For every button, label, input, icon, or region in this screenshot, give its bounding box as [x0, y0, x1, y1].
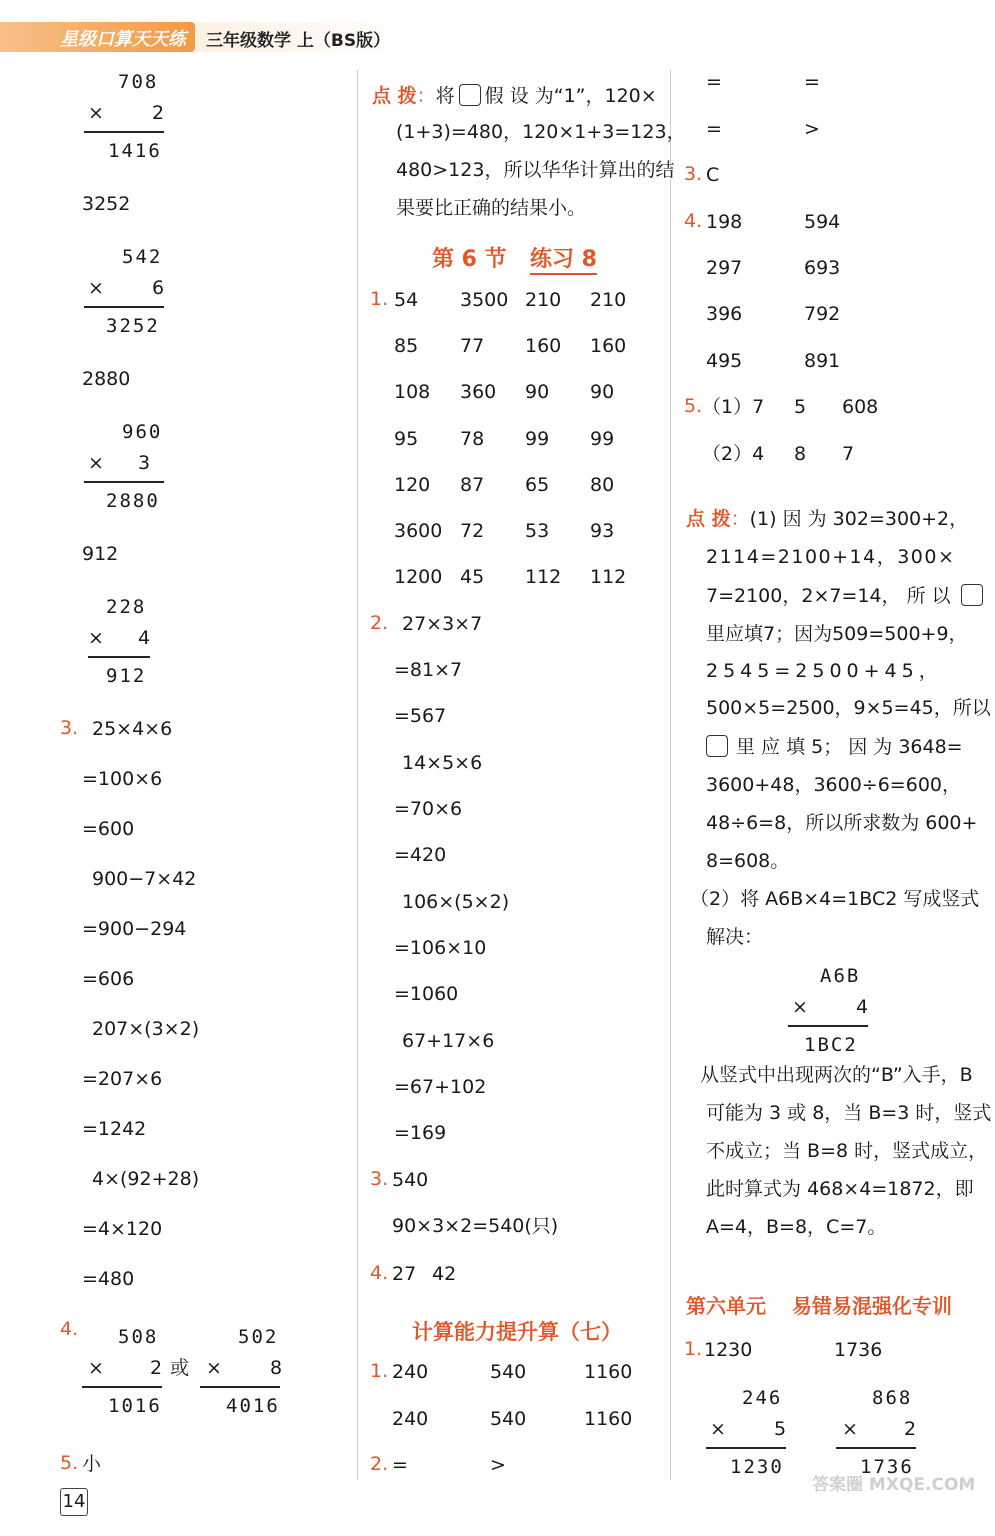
c3-q4-r0c0: 198 — [706, 211, 743, 233]
c3-tip-l13: 从竖式中出现两次的“B”入手，B — [700, 1064, 973, 1086]
c3-tip-l8: 3600+48，3600÷6=600， — [706, 774, 961, 796]
v2-mul: × — [88, 277, 104, 299]
c2-q3a: 540 — [392, 1169, 429, 1191]
c3-q3-num: 3. — [684, 163, 703, 185]
c2-q2-6: 106×(5×2) — [402, 891, 510, 913]
column-divider-2 — [670, 70, 671, 1480]
c3-tip-l3-row — [706, 584, 983, 608]
c2-c2-1: > — [490, 1454, 506, 1476]
c3-u1-0: 1230 — [704, 1339, 753, 1361]
c2-q1-r4c3: 80 — [590, 474, 615, 496]
c2-q1-r1c0: 85 — [394, 335, 419, 357]
c3-q5-r0c0: （1）7 — [702, 396, 765, 418]
blank-box-3 — [706, 735, 728, 757]
c2-q1-r4c1: 87 — [460, 474, 485, 496]
c1-q3-5: =606 — [82, 968, 135, 990]
v2-by: 6 — [152, 277, 165, 299]
header-subtitle: 三年级数学 上（BS版） — [206, 31, 391, 51]
c1-q3-6: 207×(3×2) — [92, 1018, 200, 1040]
c2-c1-num: 1. — [370, 1360, 389, 1382]
c1-q3-3: 900−7×42 — [92, 868, 197, 890]
c3-q5-num: 5. — [684, 395, 703, 417]
c3-tip-l7: 里 应 填 5； 因 为 3648= — [736, 736, 963, 758]
c1-q5-num: 5. — [60, 1452, 79, 1474]
c2-q2-5: =420 — [394, 844, 447, 866]
c3-tip-l3: 7=2100，2×7=14， 所 以 — [706, 585, 951, 607]
c3-q5-r1c0: （2）4 — [702, 443, 765, 465]
c2-q1-r3c0: 95 — [394, 428, 419, 450]
c2-q1-r6c2: 112 — [525, 566, 562, 588]
c3-q4-r1c0: 297 — [706, 257, 743, 279]
c2-q1-r2c2: 90 — [525, 381, 550, 403]
c3-tip-l17: A=4，B=8，C=7。 — [706, 1216, 887, 1238]
q4a-by: 2 — [150, 1357, 163, 1379]
c3-q5-r0c2: 608 — [842, 396, 879, 418]
c2-q2-7: =106×10 — [394, 937, 487, 959]
c2-q1-r3c3: 99 — [590, 428, 615, 450]
c3-q5-r1c2: 7 — [842, 443, 855, 465]
c1-a2: 2880 — [82, 368, 131, 390]
c2-q2-10: =67+102 — [394, 1076, 487, 1098]
c3-q4-r2c1: 792 — [804, 303, 841, 325]
c3-q5-r1c1: 8 — [794, 443, 807, 465]
c3-v-by: 4 — [856, 996, 869, 1018]
c2-tip-colon: ： — [416, 85, 436, 107]
c2-q2-11: =169 — [394, 1122, 447, 1144]
c3-top-r1c1: > — [804, 118, 820, 140]
c3-v-result: 1BC2 — [804, 1034, 858, 1056]
unit-title: 第六单元 — [686, 1294, 766, 1318]
c1-q3-0: 25×4×6 — [92, 718, 173, 740]
q4a-top: 508 — [118, 1326, 159, 1348]
c2-q1-r1c2: 160 — [525, 335, 562, 357]
c2-q1-r1c1: 77 — [460, 335, 485, 357]
uv2-by: 2 — [904, 1418, 917, 1440]
c2-tip-l1 — [372, 84, 657, 108]
q4-or: 或 — [170, 1357, 190, 1379]
c2-q1-r0c2: 210 — [525, 289, 562, 311]
v1-top: 708 — [118, 71, 159, 93]
c3-tip-l6: 500×5=2500，9×5=45，所以 — [706, 697, 991, 719]
c2-c2-0: = — [392, 1454, 408, 1476]
c1-q3-8: =1242 — [82, 1118, 147, 1140]
c1-a3: 912 — [82, 543, 119, 565]
v4-line — [88, 656, 150, 658]
c2-q1-r4c0: 120 — [394, 474, 431, 496]
c2-tip-label: 点 拨 — [372, 85, 417, 107]
header-brand: 星级口算天天练 — [60, 29, 186, 50]
c3-tip-label: 点 拨 — [686, 508, 731, 530]
c3-q4-num: 4. — [684, 210, 703, 232]
c2-q1-r1c3: 160 — [590, 335, 627, 357]
uv2-line — [836, 1447, 916, 1449]
uv2-result: 1736 — [860, 1456, 914, 1478]
v4-mul: × — [88, 627, 104, 649]
c3-q5-r0c1: 5 — [794, 396, 807, 418]
c1-q3-9: 4×(92+28) — [92, 1168, 200, 1190]
v3-mul: × — [88, 452, 104, 474]
v3-by: 3 — [138, 452, 151, 474]
v1-result: 1416 — [108, 140, 162, 162]
q4b-mul: × — [206, 1357, 222, 1379]
uv2-top: 868 — [872, 1387, 913, 1409]
c2-c1-r0c1: 540 — [490, 1361, 527, 1383]
section-subtitle: 练习 8 — [530, 242, 597, 275]
blank-box-2 — [961, 584, 983, 606]
v2-line — [84, 306, 164, 308]
c2-c1-r1c1: 540 — [490, 1408, 527, 1430]
c2-q1-r0c1: 3500 — [460, 289, 509, 311]
q4b-by: 8 — [270, 1357, 283, 1379]
c1-q3-10: =4×120 — [82, 1218, 163, 1240]
c2-q1-r2c3: 90 — [590, 381, 615, 403]
c2-q4-0: 27 — [392, 1263, 417, 1285]
c3-tip-l16: 此时算式为 468×4=1872，即 — [706, 1178, 974, 1200]
c2-tip-l1a: 将 — [435, 85, 455, 107]
c3-tip-l1-text: (1) 因 为 302=300+2， — [749, 508, 969, 530]
uv1-result: 1230 — [730, 1456, 784, 1478]
c3-q4-r1c1: 693 — [804, 257, 841, 279]
c2-tip-l3: 480>123，所以华华计算出的结 — [396, 159, 675, 181]
c3-q4-r3c1: 891 — [804, 350, 841, 372]
c2-q2-0: 27×3×7 — [402, 613, 483, 635]
c3-tip-l9: 48÷6=8，所以所求数为 600+ — [706, 812, 978, 834]
c3-u1-num: 1. — [684, 1338, 703, 1360]
c3-tip-l12: 解决： — [706, 926, 764, 948]
c2-q1-r5c3: 93 — [590, 520, 615, 542]
c1-q4-num: 4. — [60, 1318, 79, 1340]
v3-result: 2880 — [106, 490, 160, 512]
c3-tip-colon: ： — [730, 508, 750, 530]
c3-q4-r0c1: 594 — [804, 211, 841, 233]
c2-q2-4: =70×6 — [394, 798, 463, 820]
c3-v-mul: × — [792, 996, 808, 1018]
v1-mul: × — [88, 102, 104, 124]
c1-q3-4: =900−294 — [82, 918, 187, 940]
q4a-mul: × — [88, 1357, 104, 1379]
v4-result: 912 — [106, 665, 147, 687]
watermark — [812, 1470, 982, 1530]
v4-top: 228 — [106, 596, 147, 618]
c1-q3-1: =100×6 — [82, 768, 163, 790]
page-number-text: 14 — [62, 1491, 86, 1512]
c2-q1-num: 1. — [370, 288, 389, 310]
unit-subtitle: 易错易混强化专训 — [792, 1294, 952, 1318]
c2-c1-r0c2: 1160 — [584, 1361, 633, 1383]
c2-q1-r4c2: 65 — [525, 474, 550, 496]
c2-c2-num: 2. — [370, 1453, 389, 1475]
c2-q1-r0c3: 210 — [590, 289, 627, 311]
c3-tip-l7-row — [706, 735, 963, 759]
c2-q1-r6c0: 1200 — [394, 566, 443, 588]
c2-c1-r1c2: 1160 — [584, 1408, 633, 1430]
v4-by: 4 — [138, 627, 151, 649]
uv1-top: 246 — [742, 1387, 783, 1409]
c3-tip-l10: 8=608。 — [706, 850, 790, 872]
c2-q2-9: 67+17×6 — [402, 1030, 495, 1052]
v3-line — [84, 481, 164, 483]
c2-q1-r5c1: 72 — [460, 520, 485, 542]
c3-tip-l5: 2545=2500+45， — [706, 660, 943, 682]
c1-q3-2: =600 — [82, 818, 135, 840]
c3-v-top: A6B — [820, 965, 861, 987]
c3-u1-1: 1736 — [834, 1339, 883, 1361]
v1-by: 2 — [152, 102, 165, 124]
c3-q4-r3c0: 495 — [706, 350, 743, 372]
c2-q1-r2c0: 108 — [394, 381, 431, 403]
c2-q4-num: 4. — [370, 1262, 389, 1284]
c3-tip-l4: 里应填7；因为509=500+9， — [706, 623, 968, 645]
c3-q4-r2c0: 396 — [706, 303, 743, 325]
v2-result: 3252 — [106, 315, 160, 337]
section-title: 第 6 节 — [432, 247, 507, 272]
c3-top-r0c0: = — [706, 71, 722, 93]
c3-tip-l1 — [686, 507, 968, 531]
column-divider-1 — [357, 70, 358, 1480]
c2-q1-r2c1: 360 — [460, 381, 497, 403]
c3-tip-l2: 2114=2100+14，300× — [706, 546, 956, 568]
c3-q3: C — [706, 164, 720, 186]
header-banner — [0, 22, 430, 52]
c3-top-r0c1: = — [804, 71, 820, 93]
page-number — [60, 1488, 88, 1516]
q4a-line — [82, 1386, 162, 1388]
uv1-by: 5 — [774, 1418, 787, 1440]
c2-q2-2: =567 — [394, 705, 447, 727]
c2-q2-num: 2. — [370, 612, 389, 634]
q4a-result: 1016 — [108, 1395, 162, 1417]
c2-q1-r3c1: 78 — [460, 428, 485, 450]
q4b-result: 4016 — [226, 1395, 280, 1417]
c2-q1-r6c3: 112 — [590, 566, 627, 588]
c2-q3b: 90×3×2=540(只) — [392, 1215, 559, 1237]
c2-tip-l4: 果要比正确的结果小。 — [396, 197, 587, 219]
uv1-mul: × — [710, 1418, 726, 1440]
c3-tip-l14: 可能为 3 或 8，当 B=3 时，竖式 — [706, 1102, 992, 1124]
c2-q1-r0c0: 54 — [394, 289, 419, 311]
c2-q1-r3c2: 99 — [525, 428, 550, 450]
c2-q2-3: 14×5×6 — [402, 752, 483, 774]
c1-q3-num: 3. — [60, 717, 79, 739]
q4b-top: 502 — [238, 1326, 279, 1348]
c3-top-r1c0: = — [706, 118, 722, 140]
v2-top: 542 — [122, 246, 163, 268]
c2-q1-r5c2: 53 — [525, 520, 550, 542]
c2-q4-1: 42 — [432, 1263, 457, 1285]
v1-line — [84, 131, 164, 133]
blank-box — [459, 84, 481, 106]
c1-q3-7: =207×6 — [82, 1068, 163, 1090]
c3-v-line — [788, 1025, 868, 1027]
c3-tip-l15: 不成立；当 B=8 时，竖式成立， — [706, 1140, 988, 1162]
calc-title: 计算能力提升算（七） — [412, 1320, 622, 1344]
c2-q2-8: =1060 — [394, 983, 459, 1005]
uv1-line — [706, 1447, 786, 1449]
uv2-mul: × — [842, 1418, 858, 1440]
c1-a1: 3252 — [82, 193, 131, 215]
c2-c1-r0c0: 240 — [392, 1361, 429, 1383]
c3-tip-l11: （2）将 A6B×4=1BC2 写成竖式 — [690, 888, 980, 910]
watermark-text: 答案圈 MXQE.COM — [812, 1475, 976, 1495]
c2-tip-l1b: 假 设 为“1”，120× — [484, 85, 657, 107]
v3-top: 960 — [122, 421, 163, 443]
c1-q3-11: =480 — [82, 1268, 135, 1290]
c2-c1-r1c0: 240 — [392, 1408, 429, 1430]
c2-q3-num: 3. — [370, 1168, 389, 1190]
c2-q1-r6c1: 45 — [460, 566, 485, 588]
c2-tip-l2: (1+3)=480，120×1+3=123， — [396, 121, 686, 143]
c2-q1-r5c0: 3600 — [394, 520, 443, 542]
q4b-line — [200, 1386, 280, 1388]
c2-q2-1: =81×7 — [394, 659, 463, 681]
c1-q5: 小 — [82, 1453, 102, 1475]
